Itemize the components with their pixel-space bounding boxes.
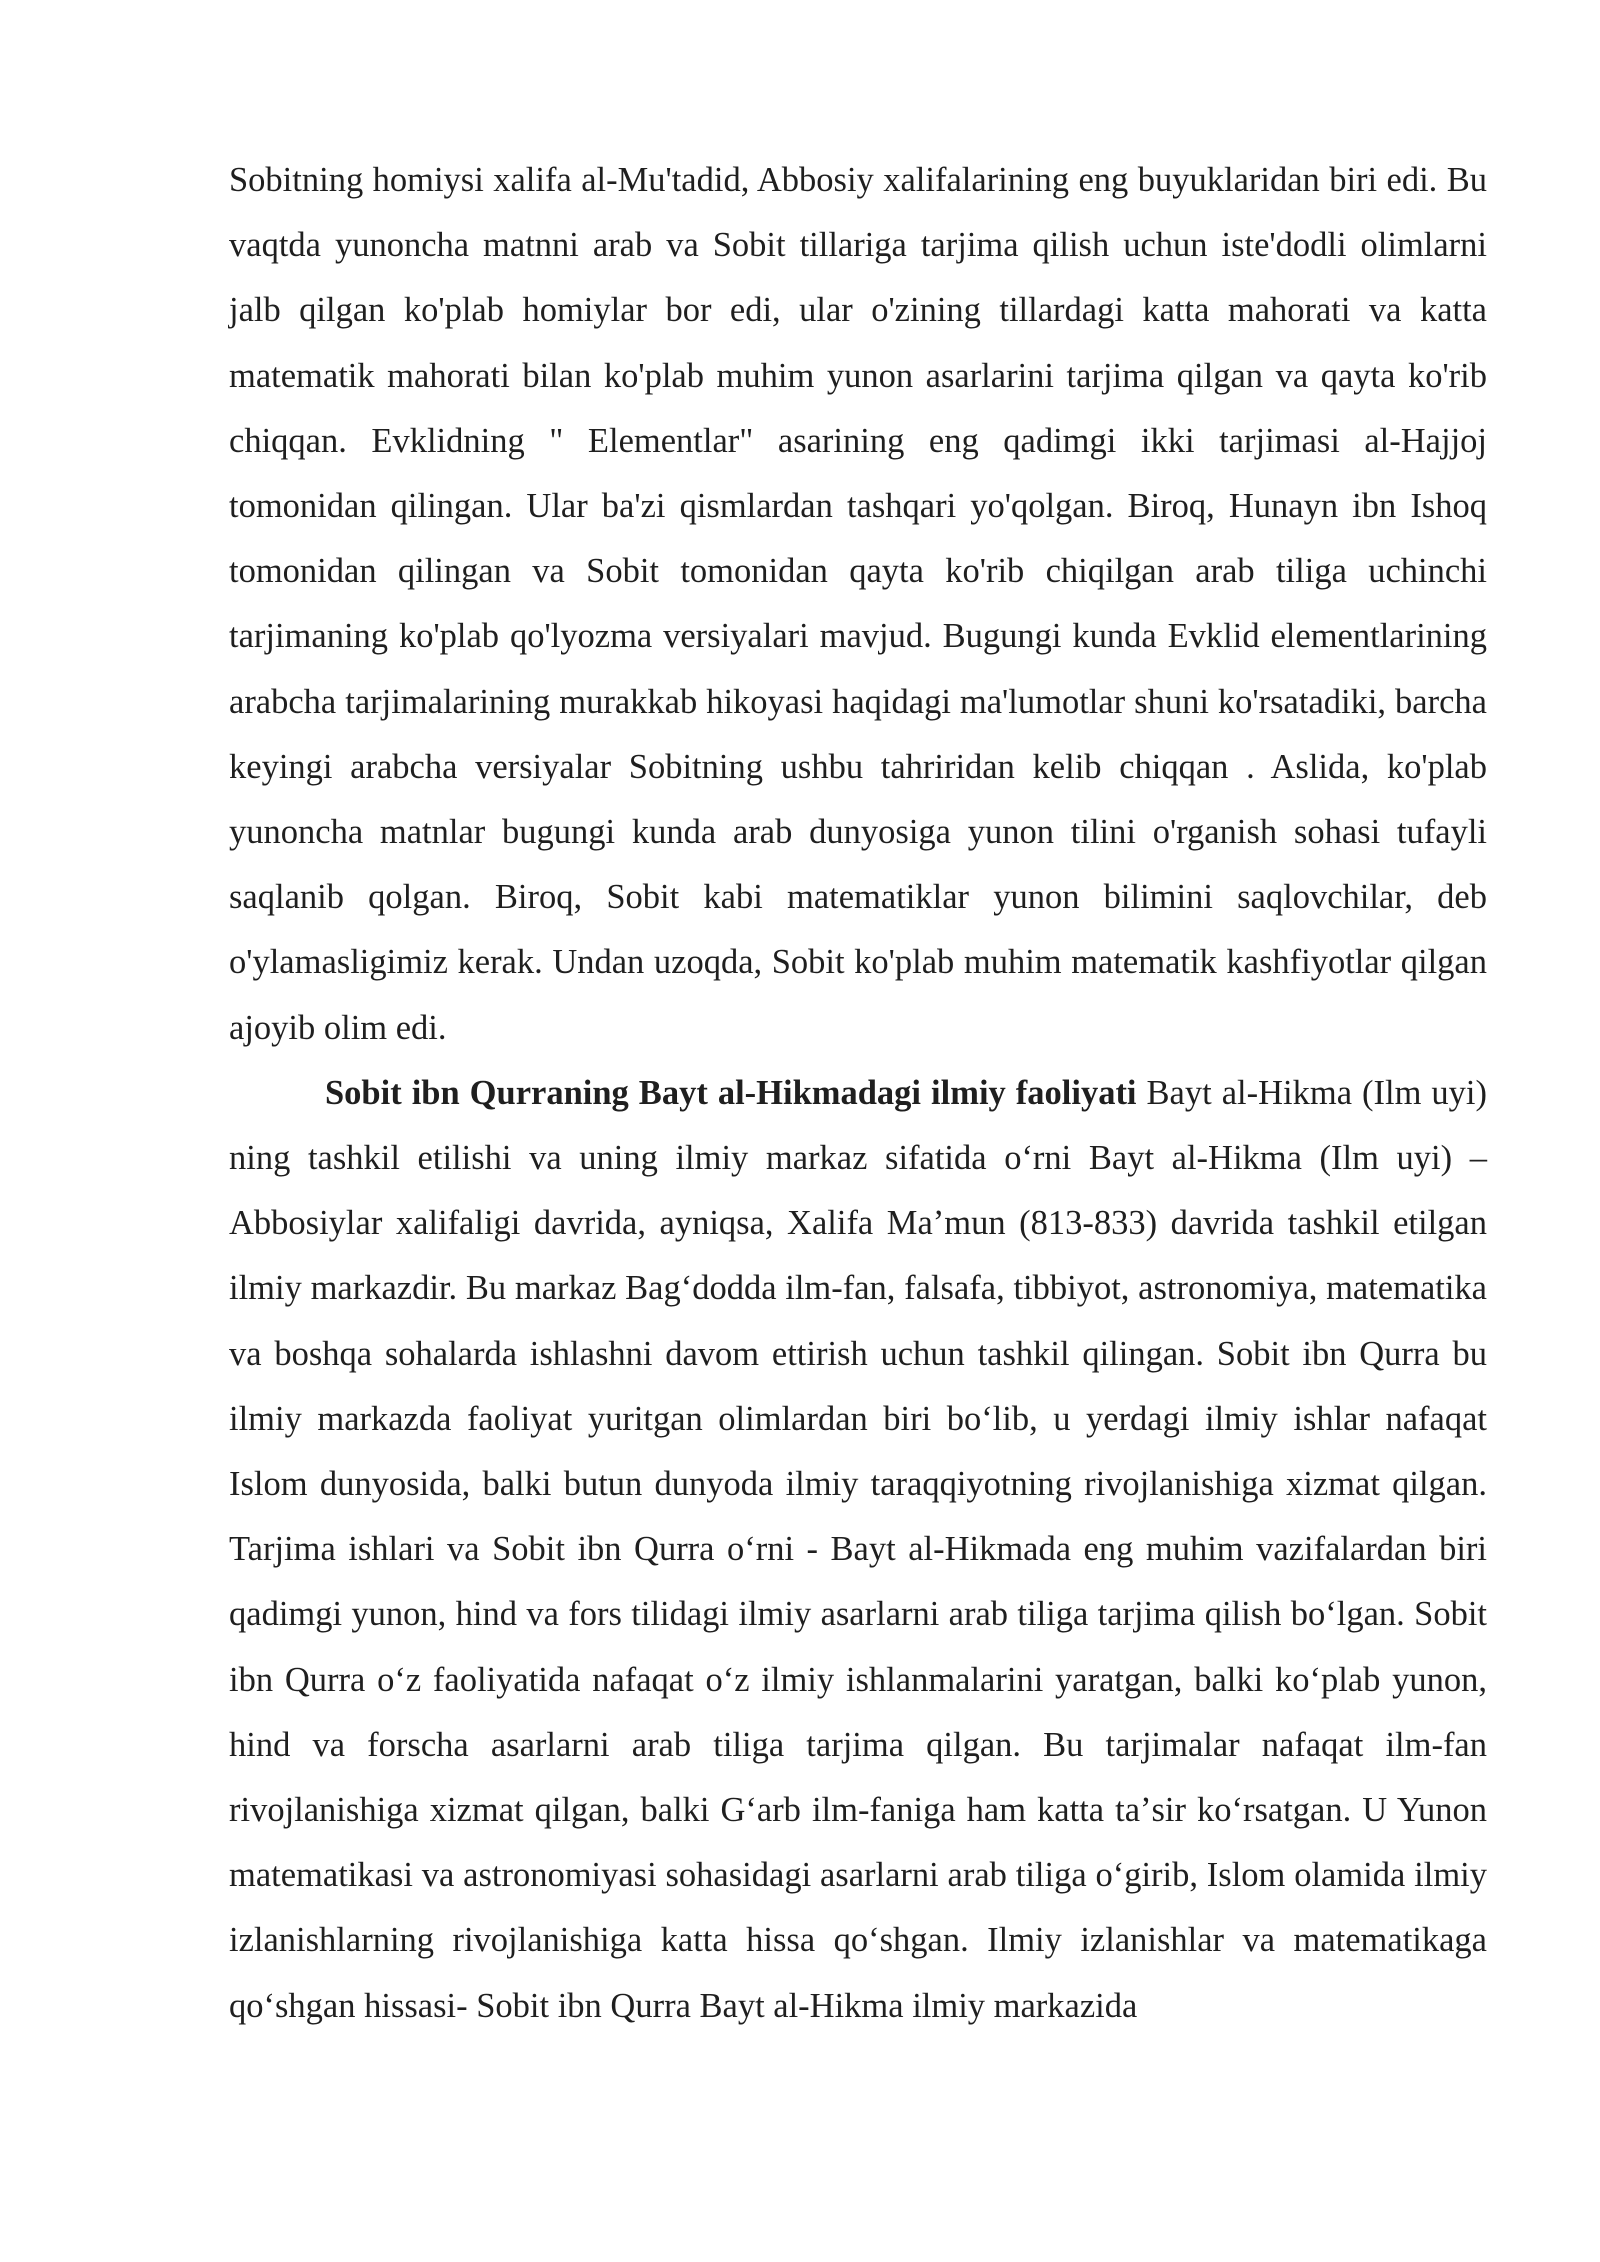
section-heading: Sobit ibn Qurraning Bayt al-Hikmadagi ilmiy faoliyati <box>325 1073 1137 1112</box>
document-body <box>229 148 1487 2039</box>
paragraph-intro: Sobitning homiysi xalifa al-Mu'tadid, Abbosiy xalifalarining eng buyuklaridan biri edi. Bu vaqtda yunoncha matnni arab va Sobit tillariga tarjima qilish uchun iste'dodli olimlarni jalb qilgan ko'plab homiylar bor edi, ular o'zining tillardagi katta mahorati va katta matematik mahorati bilan ko'plab muhim yunon asarlarini tarjima qilgan va qayta ko'rib chiqqan. Evklidning " Elementlar" asarining eng qadimgi ikki tarjimasi al-Hajjoj tomonidan qilingan. Ular ba'zi qismlardan tashqari yo'qolgan. Biroq, Hunayn ibn Ishoq tomonidan qilingan va Sobit tomonidan qayta ko'rib chiqilgan arab tiliga uchinchi tarjimaning ko'plab qo'lyozma versiyalari mavjud. Bugungi kunda Evklid elementlarining arabcha tarjimalarining murakkab hikoyasi haqidagi ma'lumotlar shuni ko'rsatadiki, barcha keyingi arabcha versiyalar Sobitning ushbu tahriridan kelib chiqqan . Aslida, ko'plab yunoncha matnlar bugungi kunda arab dunyosiga yunon tilini o'rganish sohasi tufayli saqlanib qolgan. Biroq, Sobit kabi matematiklar yunon bilimini saqlovchilar, deb o'ylamasligimiz kerak. Undan uzoqda, Sobit ko'plab muhim matematik kashfiyotlar qilgan ajoyib olim edi. <box>229 161 1487 1047</box>
paragraph-bayt-al-hikma-text: Bayt al-Hikma (Ilm uyi) ning tashkil etilishi va uning ilmiy markaz sifatida oʻrni Bayt al-Hikma (Ilm uyi) – Abbosiylar xalifaligi davrida, ayniqsa, Xalifa Maʼmun (813-833) davrida tashkil etilgan ilmiy markazdir. Bu markaz Bagʻdodda ilm-fan, falsafa, tibbiyot, astronomiya, matematika va boshqa sohalarda ishlashni davom ettirish uchun tashkil qilingan. Sobit ibn Qurra bu ilmiy markazda faoliyat yuritgan olimlardan biri boʻlib, u yerdagi ilmiy ishlar nafaqat Islom dunyosida, balki butun dunyoda ilmiy taraqqiyotning rivojlanishiga xizmat qilgan. Tarjima ishlari va Sobit ibn Qurra oʻrni - Bayt al-Hikmada eng muhim vazifalardan biri qadimgi yunon, hind va fors tilidagi ilmiy asarlarni arab tiliga tarjima qilish boʻlgan. Sobit ibn Qurra oʻz faoliyatida nafaqat oʻz ilmiy ishlanmalarini yaratgan, balki koʻplab yunon, hind va forscha asarlarni arab tiliga tarjima qilgan. Bu tarjimalar nafaqat ilm-fan rivojlanishiga xizmat qilgan, balki Gʻarb ilm-faniga ham katta taʼsir koʻrsatgan. U Yunon matematikasi va astronomiyasi sohasidagi asarlarni arab tiliga oʻgirib, Islom olamida ilmiy izlanishlarning rivojlanishiga katta hissa qoʻshgan. Ilmiy izlanishlar va matematikaga qoʻshgan hissasi- Sobit ibn Qurra Bayt al-Hikma ilmiy markazida <box>229 1073 1488 2025</box>
paragraph-bayt-al-hikma <box>229 1061 1487 2039</box>
